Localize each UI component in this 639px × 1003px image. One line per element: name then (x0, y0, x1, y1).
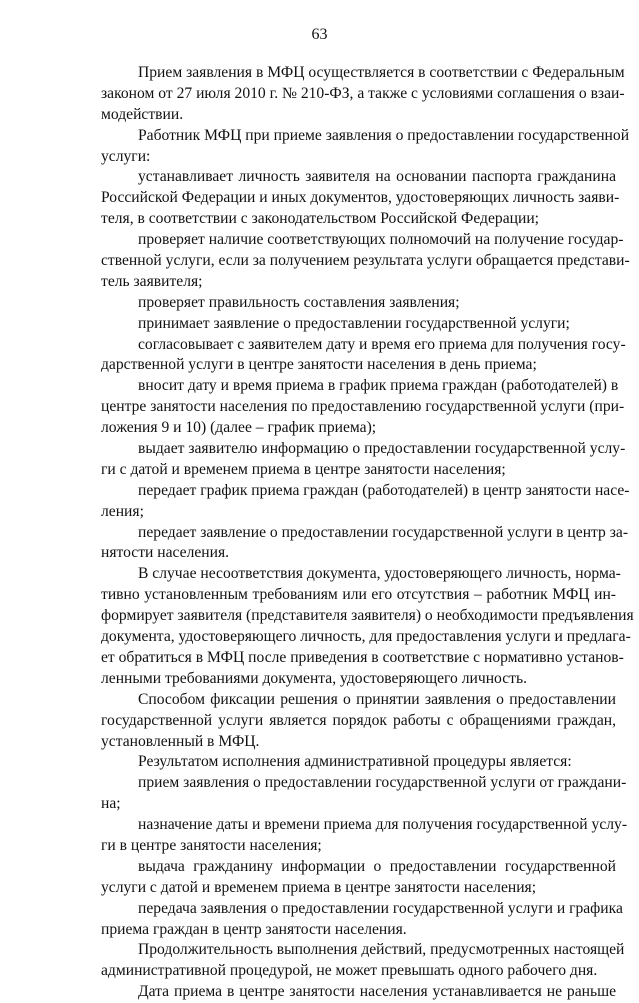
paragraph (101, 940, 625, 982)
text-line: выдача гражданину информации о предоставлении государственной (138, 857, 616, 875)
text-line: Результатом исполнения административной процедуры является: (138, 753, 572, 771)
text-line: нятости населения. (101, 544, 230, 562)
text-line: формирует заявителя (представителя заявителя) о необходимости предъявления (101, 607, 634, 625)
text-line: ет обратиться в МФЦ после приведения в соответствие с нормативно установ- (101, 648, 624, 666)
text-line: Дата приема в центре занятости населения устанавливается не раньше (138, 983, 616, 1001)
text-line: центре занятости населения по предоставлению государственной услуги (при- (101, 398, 625, 416)
paragraph (101, 523, 629, 565)
paragraph (101, 481, 630, 523)
text-line: установленный в МФЦ. (101, 732, 260, 750)
text-line: ственной услуги, если за получением результата услуги обращается представи- (101, 252, 630, 270)
text-line: тель заявителя; (101, 272, 203, 290)
page-number: 63 (311, 26, 328, 43)
text-line: услуги с датой и временем приема в центре занятости населения; (101, 878, 537, 896)
paragraph (101, 773, 627, 815)
text-line: ления; (101, 502, 144, 520)
paragraph (101, 690, 616, 753)
text-line: Прием заявления в МФЦ осуществляется в соответствии с Федеральным (138, 64, 625, 81)
text-line: согласовывает с заявителем дату и время его приема для получения госу- (138, 335, 626, 353)
text-line: ги с датой и временем приема в центре занятости населения; (101, 460, 506, 478)
text-line: передает заявление о предоставлении государственной услуги в центр за- (138, 523, 629, 541)
text-line: модействии. (101, 105, 184, 123)
text-line: Работник МФЦ при приеме заявления о предоставлении государственной (138, 126, 630, 144)
paragraph (101, 126, 630, 168)
text-line: вносит дату и время приема в график приема граждан (работодателей) в (138, 377, 619, 395)
paragraph (101, 815, 628, 857)
paragraph (101, 63, 625, 126)
paragraph (101, 564, 634, 689)
text-line: ленными требованиями документа, удостоверяющего личность. (101, 669, 527, 687)
text-line: проверяет правильность составления заявления; (138, 293, 460, 311)
paragraph (101, 167, 620, 230)
text-line: ги в центре занятости населения; (101, 836, 322, 854)
text-line: Российской Федерации и иных документов, удостоверяющих личность заяви- (101, 189, 620, 207)
paragraph (101, 230, 630, 293)
paragraph (101, 439, 626, 481)
text-line: на; (101, 795, 121, 813)
text-line: прием заявления о предоставлении государственной услуги от граждани- (138, 774, 627, 792)
text-line: принимает заявление о предоставлении государственной услуги; (138, 314, 570, 332)
text-line: проверяет наличие соответствующих полномочий на получение государ- (138, 231, 624, 249)
paragraph (101, 982, 616, 1003)
paragraph (101, 752, 616, 773)
text-line: тивно установленным требованиям или его отсутствия – работник МФЦ ин- (101, 586, 616, 604)
text-line: услуги: (101, 147, 151, 165)
text-line: дарственной услуги в центре занятости населения в день приема; (101, 356, 537, 374)
text-line: выдает заявителю информацию о предоставлении государственной услу- (138, 440, 626, 458)
text-line: приема граждан в центр занятости населения. (101, 920, 407, 938)
text-line: документа, удостоверяющего личность, для предоставления услуги и предлага- (101, 628, 631, 646)
paragraph (101, 335, 626, 377)
text-line: Способом фиксации решения о принятии заявления о предоставлении (138, 690, 616, 708)
text-line: передает график приема граждан (работодателей) в центр занятости насе- (138, 481, 630, 499)
text-line: назначение даты и времени приема для получения государственной услу- (138, 816, 628, 834)
text-line: законом от 27 июля 2010 г. № 210-ФЗ, а также с условиями соглашения о взаи- (101, 84, 625, 102)
paragraph (101, 857, 616, 899)
text-line: Продолжительность выполнения действий, предусмотренных настоящей (138, 941, 625, 959)
document-body (101, 63, 634, 1003)
text-line: устанавливает личность заявителя на основании паспорта гражданина (138, 168, 616, 186)
paragraph (101, 293, 616, 314)
paragraph (101, 314, 616, 335)
text-line: административной процедурой, не может превышать одного рабочего дня. (101, 962, 598, 980)
text-line: государственной услуги является порядок работы с обращениями граждан, (101, 711, 616, 729)
paragraph (101, 376, 625, 439)
text-line: В случае несоответствия документа, удостоверяющего личность, норма- (138, 565, 621, 583)
text-line: ложения 9 и 10) (далее – график приема); (101, 419, 377, 437)
text-line: теля, в соответствии с законодательством Российской Федерации; (101, 210, 539, 228)
text-line: передача заявления о предоставлении государственной услуги и графика (138, 899, 623, 917)
